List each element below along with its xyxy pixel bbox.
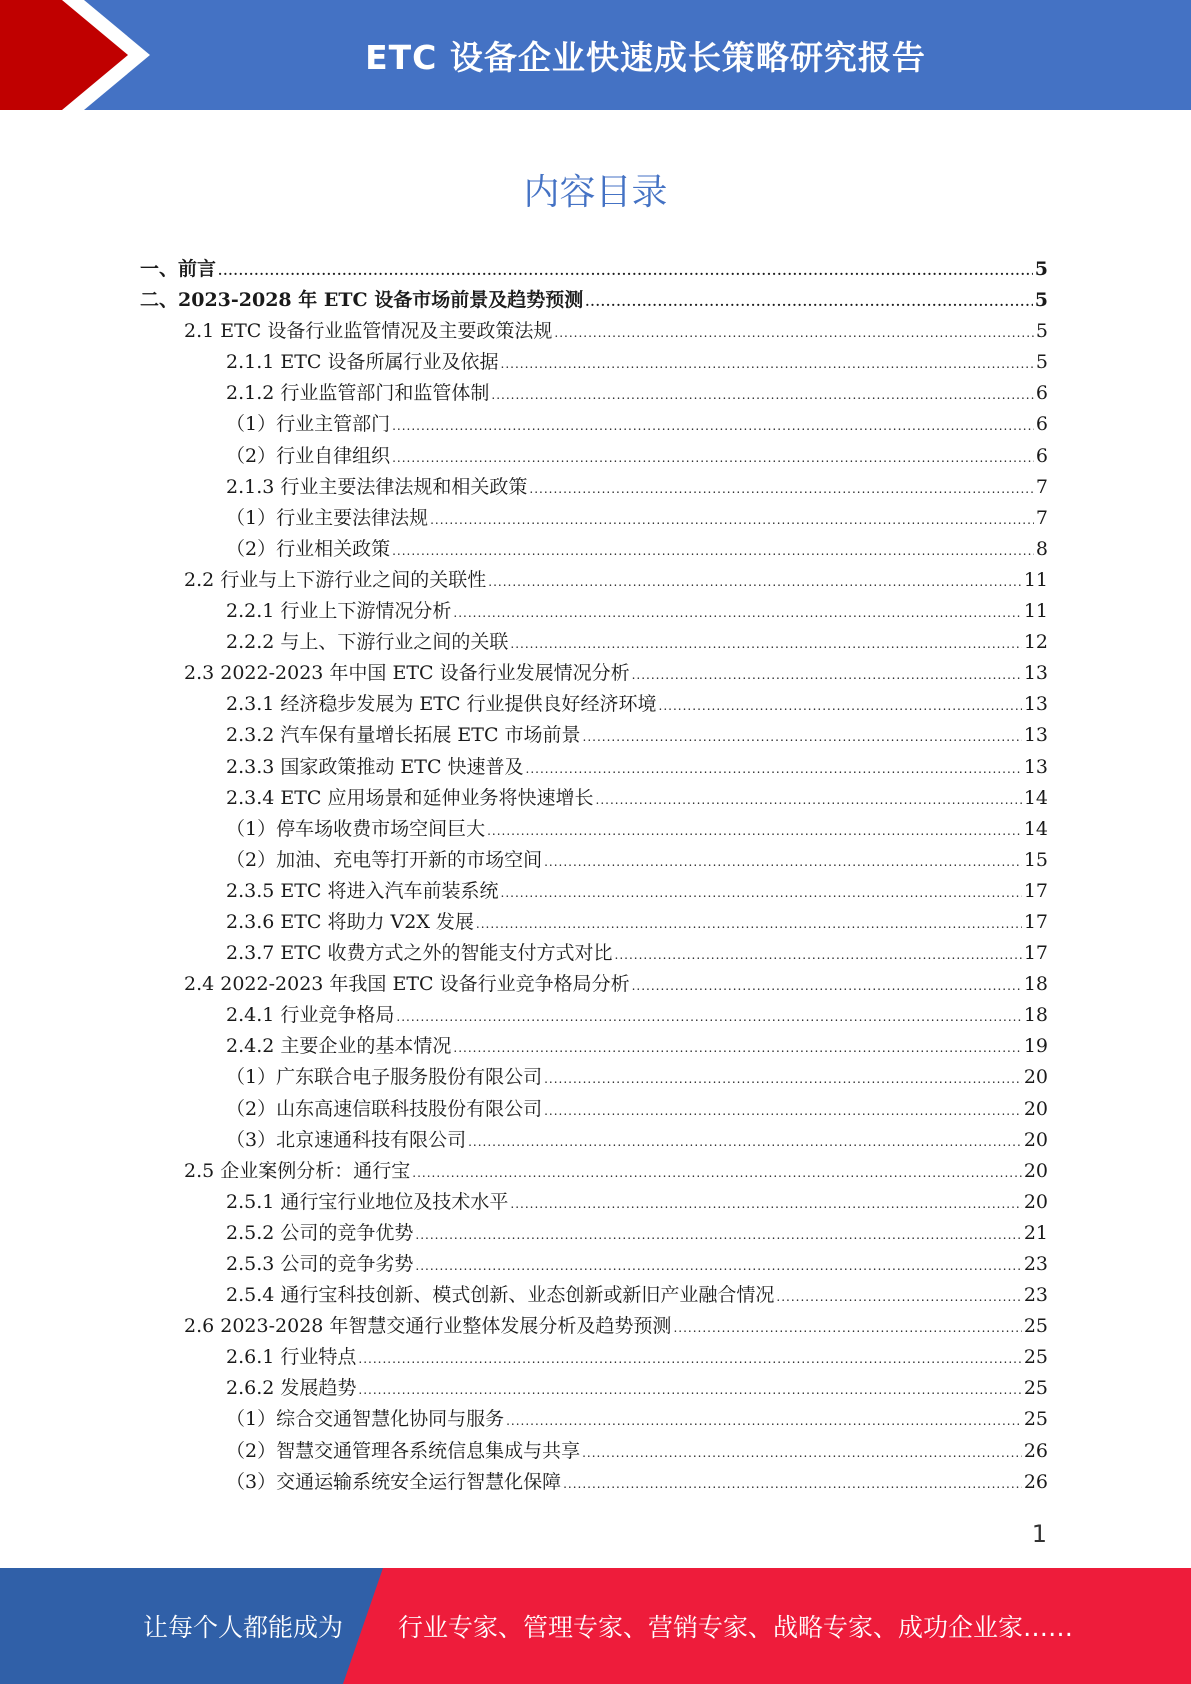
toc-entry[interactable] <box>140 254 1048 285</box>
toc-entry[interactable] <box>140 1218 1048 1249</box>
toc-entry-title: 2.3.5 ETC 将进入汽车前装系统 <box>226 879 499 902</box>
toc-dot-leader <box>776 1282 1021 1313</box>
toc-dot-leader <box>396 1002 1021 1033</box>
toc-entry[interactable] <box>140 752 1048 783</box>
toc-entry-title: 2.3.7 ETC 收费方式之外的智能支付方式对比 <box>226 942 613 965</box>
toc-entry[interactable] <box>140 938 1048 969</box>
toc-entry[interactable] <box>140 316 1048 347</box>
toc-dot-leader <box>415 1251 1021 1282</box>
toc-entry[interactable] <box>140 565 1048 596</box>
toc-entry[interactable] <box>140 1062 1048 1093</box>
footer-banner <box>0 1568 1191 1684</box>
toc-dot-leader <box>563 1469 1022 1500</box>
toc-entry-title: 2.5.2 公司的竞争优势 <box>226 1221 414 1244</box>
toc-entry-title: 2.2.1 行业上下游情况分析 <box>226 600 452 623</box>
toc-entry[interactable] <box>140 1031 1048 1062</box>
toc-entry-title: （3）交通运输系统安全运行智慧化保障 <box>226 1470 562 1493</box>
toc-entry-page: 19 <box>1023 1035 1048 1058</box>
toc-entry-page: 8 <box>1035 537 1048 560</box>
toc-entry-page: 6 <box>1035 444 1048 467</box>
toc-entry[interactable] <box>140 907 1048 938</box>
toc-entry-page: 21 <box>1023 1221 1048 1244</box>
toc-entry-page: 20 <box>1023 1066 1048 1089</box>
toc-dot-leader <box>506 1406 1022 1437</box>
toc-entry[interactable] <box>140 876 1048 907</box>
toc-entry-title: 2.3.3 国家政策推动 ETC 快速普及 <box>226 755 524 778</box>
toc-entry-title: 2.3 2022-2023 年中国 ETC 设备行业发展情况分析 <box>184 662 630 685</box>
report-title: ETC 设备企业快速成长策略研究报告 <box>365 37 926 77</box>
toc-dot-leader <box>510 629 1021 660</box>
toc-dot-leader <box>544 1096 1022 1127</box>
toc-dot-leader <box>392 536 1034 567</box>
toc-entry-page: 20 <box>1023 1128 1048 1151</box>
toc-entry-title: 2.4.2 主要企业的基本情况 <box>226 1035 452 1058</box>
toc-entry[interactable] <box>140 1404 1048 1435</box>
toc-entry-page: 17 <box>1023 942 1048 965</box>
toc-heading: 内容目录 <box>523 172 668 213</box>
toc-dot-leader <box>510 1189 1021 1220</box>
toc-entry-page: 5 <box>1035 320 1048 343</box>
toc-entry-page: 18 <box>1023 973 1048 996</box>
toc-dot-leader <box>430 505 1034 536</box>
toc-entry[interactable] <box>140 534 1048 565</box>
toc-dot-leader <box>358 1344 1021 1375</box>
toc-dot-leader <box>529 474 1034 505</box>
toc-entry-title: （2）加油、充电等打开新的市场空间 <box>226 848 543 871</box>
toc-entry[interactable] <box>140 409 1048 440</box>
toc-entry-page: 23 <box>1023 1284 1048 1307</box>
toc-entry-title: （1）行业主管部门 <box>226 413 391 436</box>
toc-dot-leader <box>659 691 1022 722</box>
toc-entry[interactable] <box>140 1094 1048 1125</box>
toc-dot-leader <box>582 1438 1022 1469</box>
toc-entry[interactable] <box>140 1311 1048 1342</box>
toc-entry[interactable] <box>140 1373 1048 1404</box>
toc-entry[interactable] <box>140 845 1048 876</box>
toc-entry-title: （3）北京速通科技有限公司 <box>226 1128 467 1151</box>
toc-entry-page: 11 <box>1023 568 1048 591</box>
toc-dot-leader <box>415 1220 1021 1251</box>
toc-entry-page: 26 <box>1023 1439 1048 1462</box>
toc-entry[interactable] <box>140 689 1048 720</box>
toc-dot-leader <box>585 287 1033 318</box>
toc-entry-title: （2）行业相关政策 <box>226 537 391 560</box>
toc-entry-title: 2.3.2 汽车保有量增长拓展 ETC 市场前景 <box>226 724 581 747</box>
toc-entry-title: 2.3.4 ETC 应用场景和延伸业务将快速增长 <box>226 786 594 809</box>
toc-dot-leader <box>412 1158 1022 1189</box>
page-number: 1 <box>1031 1520 1047 1548</box>
toc-dot-leader <box>468 1127 1022 1158</box>
toc-entry[interactable] <box>140 627 1048 658</box>
toc-entry-title: 2.1 ETC 设备行业监管情况及主要政策法规 <box>184 320 553 343</box>
toc-entry-page: 7 <box>1035 475 1048 498</box>
toc-entry-title: （1）停车场收费市场空间巨大 <box>226 817 486 840</box>
toc-dot-leader <box>453 1033 1021 1064</box>
toc-entry-title: 2.1.1 ETC 设备所属行业及依据 <box>226 351 499 374</box>
toc-entry-title: 2.5.4 通行宝科技创新、模式创新、业态创新或新旧产业融合情况 <box>226 1284 775 1307</box>
toc-entry-title: 2.3.6 ETC 将助力 V2X 发展 <box>226 910 474 933</box>
toc-entry[interactable] <box>140 347 1048 378</box>
toc-entry-page: 6 <box>1035 413 1048 436</box>
toc-entry-title: 2.5 企业案例分析：通行宝 <box>184 1159 411 1182</box>
toc-entry-page: 14 <box>1023 817 1048 840</box>
toc-entry[interactable] <box>140 1125 1048 1156</box>
toc-entry[interactable] <box>140 441 1048 472</box>
toc-entry-page: 5 <box>1034 289 1048 312</box>
toc-entry-title: 2.1.3 行业主要法律法规和相关政策 <box>226 475 528 498</box>
toc-entry-page: 25 <box>1023 1377 1048 1400</box>
toc-entry-page: 18 <box>1023 1004 1048 1027</box>
toc-entry-title: 一、前言 <box>140 258 217 280</box>
toc-entry-title: （2）智慧交通管理各系统信息集成与共享 <box>226 1439 581 1462</box>
toc-entry-page: 13 <box>1023 755 1048 778</box>
toc-dot-leader <box>501 878 1022 909</box>
toc-dot-leader <box>596 785 1022 816</box>
toc-dot-leader <box>554 318 1034 349</box>
toc-entry-title: 2.2 行业与上下游行业之间的关联性 <box>184 568 487 591</box>
toc-entry-title: 2.5.1 通行宝行业地位及技术水平 <box>226 1190 509 1213</box>
toc-entry[interactable] <box>140 1187 1048 1218</box>
toc-entry[interactable] <box>140 1467 1048 1498</box>
toc-entry-page: 11 <box>1023 600 1048 623</box>
toc-entry[interactable] <box>140 378 1048 409</box>
toc-entry-title: （1）综合交通智慧化协同与服务 <box>226 1408 505 1431</box>
toc-dot-leader <box>491 380 1034 411</box>
toc-entry-page: 25 <box>1023 1346 1048 1369</box>
toc-entry-title: （1）广东联合电子服务股份有限公司 <box>226 1066 543 1089</box>
toc-dot-leader <box>218 256 1033 287</box>
toc-entry[interactable] <box>140 658 1048 689</box>
toc-entry-title: 2.4.1 行业竞争格局 <box>226 1004 395 1027</box>
toc-dot-leader <box>392 411 1034 442</box>
footer-slogan-right: 行业专家、管理专家、营销专家、战略专家、成功企业家…… <box>398 1613 1074 1642</box>
footer-slogan-left: 让每个人都能成为 <box>143 1613 344 1642</box>
toc-dot-leader <box>501 349 1034 380</box>
toc-dot-leader <box>632 971 1022 1002</box>
toc-dot-leader <box>392 443 1034 474</box>
toc-entry[interactable] <box>140 1156 1048 1187</box>
toc-dot-leader <box>615 940 1022 971</box>
toc-dot-leader <box>453 598 1021 629</box>
toc-entry[interactable] <box>140 1000 1048 1031</box>
toc-entry[interactable] <box>140 1249 1048 1280</box>
toc-dot-leader <box>358 1375 1021 1406</box>
toc-entry-title: 2.6 2023-2028 年智慧交通行业整体发展分析及趋势预测 <box>184 1315 672 1338</box>
toc-entry-page: 20 <box>1023 1190 1048 1213</box>
toc-entry[interactable] <box>140 472 1048 503</box>
toc-dot-leader <box>632 660 1022 691</box>
toc-entry-page: 23 <box>1023 1253 1048 1275</box>
toc-entry-title: 二、2023-2028 年 ETC 设备市场前景及趋势预测 <box>140 289 584 312</box>
toc-entry-page: 6 <box>1035 382 1048 405</box>
toc-entry-title: 2.5.3 公司的竞争劣势 <box>226 1253 414 1275</box>
toc-entry-title: （1）行业主要法律法规 <box>226 506 429 529</box>
toc-entry-page: 13 <box>1023 724 1048 747</box>
toc-entry-page: 15 <box>1023 848 1048 871</box>
toc-entry-page: 12 <box>1023 631 1048 654</box>
toc-entry-title: 2.6.1 行业特点 <box>226 1346 357 1369</box>
toc-entry-page: 13 <box>1023 662 1048 685</box>
toc-entry-page: 25 <box>1023 1315 1048 1338</box>
toc-entry-page: 17 <box>1023 910 1048 933</box>
toc-dot-leader <box>476 909 1022 940</box>
toc-entry-page: 20 <box>1023 1159 1048 1182</box>
toc-dot-leader <box>544 1064 1022 1095</box>
toc-entry-page: 26 <box>1023 1470 1048 1493</box>
toc-entry-page: 20 <box>1023 1097 1048 1120</box>
toc-entry-page: 25 <box>1023 1408 1048 1431</box>
toc-entry-page: 13 <box>1023 693 1048 716</box>
toc-entry[interactable] <box>140 1280 1048 1311</box>
toc-entry[interactable] <box>140 1342 1048 1373</box>
toc-dot-leader <box>488 567 1022 598</box>
toc-entry[interactable] <box>140 720 1048 751</box>
toc-entry[interactable] <box>140 969 1048 1000</box>
toc-entry-page: 5 <box>1035 351 1048 374</box>
toc-entry[interactable] <box>140 1436 1048 1467</box>
toc-dot-leader <box>583 722 1022 753</box>
toc-entry-page: 5 <box>1034 258 1048 280</box>
toc-entry-title: 2.1.2 行业监管部门和监管体制 <box>226 382 490 405</box>
toc-entry[interactable] <box>140 596 1048 627</box>
toc-entry-page: 17 <box>1023 879 1048 902</box>
toc-entry-title: 2.2.2 与上、下游行业之间的关联 <box>226 631 509 654</box>
toc-entry[interactable] <box>140 285 1048 316</box>
toc-dot-leader <box>673 1313 1021 1344</box>
toc-entry-title: （2）山东高速信联科技股份有限公司 <box>226 1097 543 1120</box>
toc-dot-leader <box>487 816 1022 847</box>
toc-entry-page: 7 <box>1035 506 1048 529</box>
toc-dot-leader <box>544 847 1022 878</box>
toc-entry[interactable] <box>140 783 1048 814</box>
toc-entry-title: 2.4 2022-2023 年我国 ETC 设备行业竞争格局分析 <box>184 973 630 996</box>
toc-entry-title: 2.3.1 经济稳步发展为 ETC 行业提供良好经济环境 <box>226 693 657 716</box>
table-of-contents <box>140 254 1048 1498</box>
toc-entry[interactable] <box>140 503 1048 534</box>
toc-entry-title: 2.6.2 发展趋势 <box>226 1377 357 1400</box>
report-header <box>0 0 1191 110</box>
toc-entry[interactable] <box>140 814 1048 845</box>
toc-entry-page: 14 <box>1023 786 1048 809</box>
toc-dot-leader <box>526 754 1022 785</box>
toc-entry-title: （2）行业自律组织 <box>226 444 391 467</box>
